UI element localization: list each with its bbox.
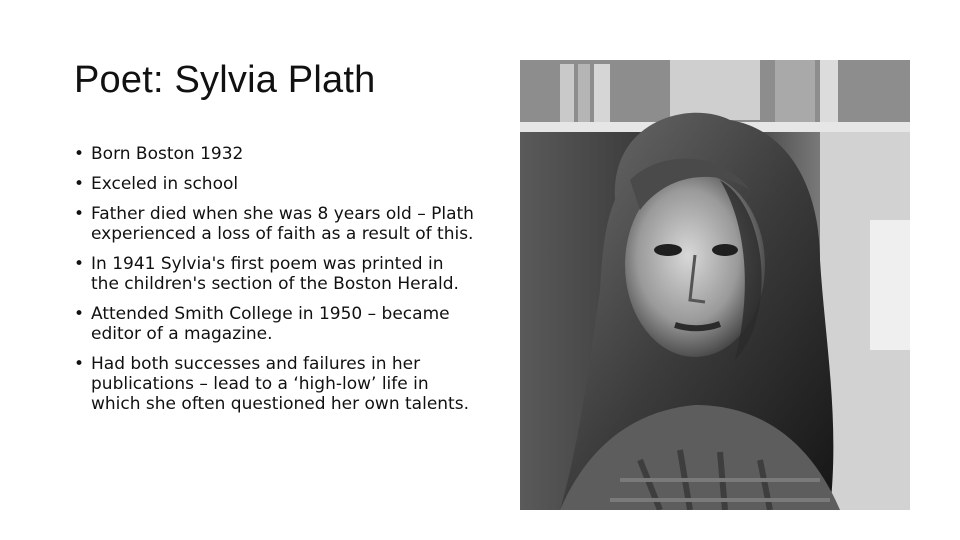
bullet-text: Had both successes and failures in her publications – lead to a ‘high-low’ life in which she often questioned her own talents. [91, 354, 469, 414]
bullet-text: Exceled in school [91, 174, 239, 194]
bullet-dot: • [74, 254, 85, 274]
bullet-item [74, 174, 474, 194]
bullet-item [74, 144, 474, 164]
bullet-item [74, 304, 474, 344]
bullet-item [74, 354, 474, 414]
bullet-text: Born Boston 1932 [91, 144, 244, 164]
portrait-photo [520, 60, 910, 510]
bullet-dot: • [74, 204, 85, 224]
bullet-text: Attended Smith College in 1950 – became editor of a magazine. [91, 304, 450, 344]
slide-title: Poet: Sylvia Plath [74, 59, 376, 101]
bullet-item [74, 254, 474, 294]
bullet-dot: • [74, 174, 85, 194]
bullet-dot: • [74, 354, 85, 374]
bullet-dot: • [74, 144, 85, 164]
portrait-illustration [520, 60, 910, 510]
bullet-text: Father died when she was 8 years old – Plath experienced a loss of faith as a result of this. [91, 204, 474, 244]
bullet-item [74, 204, 474, 244]
bullet-dot: • [74, 304, 85, 324]
bullet-text: In 1941 Sylvia's first poem was printed in the children's section of the Boston Herald. [91, 254, 459, 294]
bullet-list [74, 144, 474, 424]
